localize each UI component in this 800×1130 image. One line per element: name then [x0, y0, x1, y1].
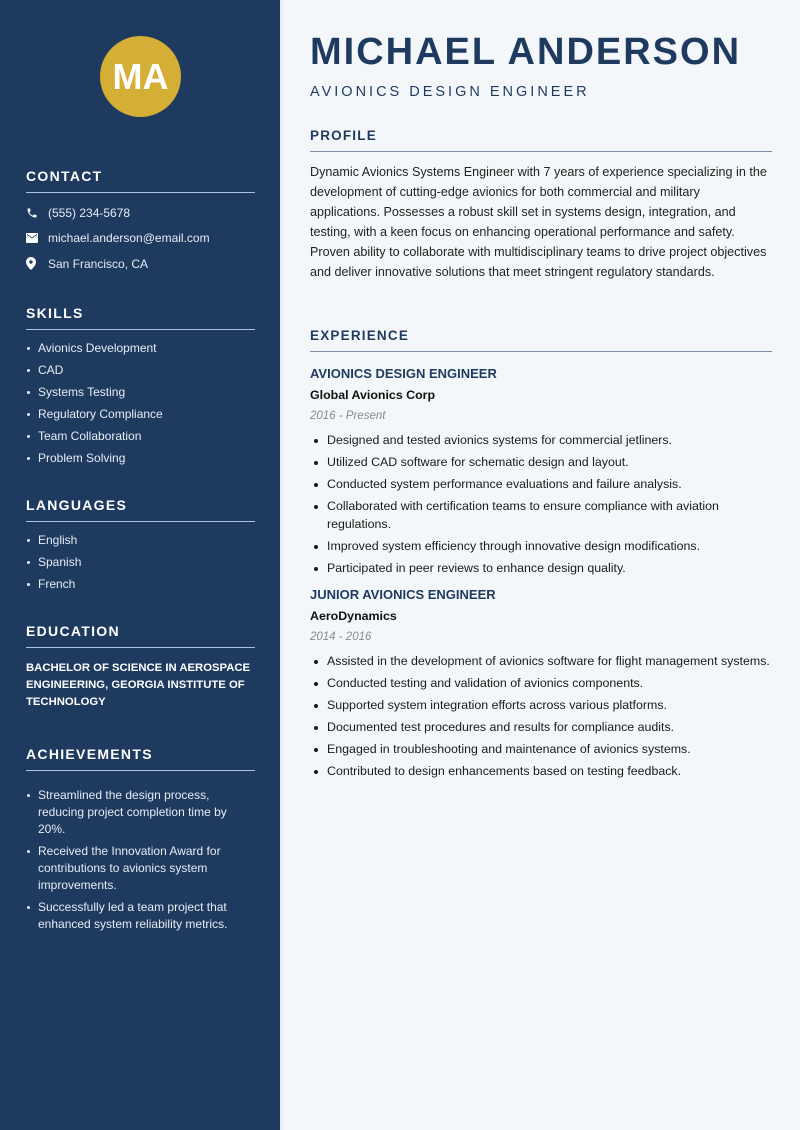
job-dates: 2016 - Present — [310, 410, 386, 422]
contact-title: CONTACT — [26, 168, 255, 193]
contact-location — [26, 251, 255, 277]
achievement-item: Streamlined the design process, reducing project completion time by 20%. — [26, 787, 255, 838]
phone-icon — [26, 207, 48, 219]
education-degree: BACHELOR OF SCIENCE IN AEROSPACE ENGINEERING, GEORGIA INSTITUTE OF TECHNOLOGY — [26, 662, 251, 708]
job-bullet: Conducted system performance evaluations and failure analysis. — [310, 476, 772, 494]
job-bullet: Supported system integration efforts across various platforms. — [310, 697, 772, 715]
contact-email — [26, 226, 255, 252]
achievements-section — [26, 746, 255, 938]
profile-title: PROFILE — [310, 128, 772, 152]
company-name: Global Avionics Corp — [310, 388, 436, 402]
skill-item: Team Collaboration — [26, 428, 255, 445]
job-bullet: Participated in peer reviews to enhance design quality. — [310, 560, 772, 578]
phone-text: (555) 234-5678 — [48, 205, 131, 220]
education-title: EDUCATION — [26, 623, 255, 648]
job-bullet: Designed and tested avionics systems for commercial jetliners. — [310, 432, 772, 450]
job-title: AVIONICS DESIGN ENGINEER — [310, 366, 497, 381]
job-title: JUNIOR AVIONICS ENGINEER — [310, 587, 496, 602]
skill-item: Avionics Development — [26, 340, 255, 357]
language-item: Spanish — [26, 554, 255, 571]
skill-item: CAD — [26, 362, 255, 379]
email-icon — [26, 233, 48, 243]
job-entry — [310, 365, 772, 577]
sidebar — [0, 0, 280, 1130]
achievement-item: Successfully led a team project that enhanced system reliability metrics. — [26, 899, 255, 933]
job-entry — [310, 586, 772, 781]
job-bullet: Documented test procedures and results for compliance audits. — [310, 719, 772, 737]
contact-phone — [26, 200, 255, 226]
skills-section — [26, 305, 255, 472]
skill-item: Regulatory Compliance — [26, 406, 255, 423]
languages-title: LANGUAGES — [26, 497, 255, 522]
language-item: French — [26, 576, 255, 593]
profile-section — [310, 128, 772, 283]
profile-text: Dynamic Avionics Systems Engineer with 7 years of experience specializing in the development of cutting-edge avionics for both commercial and military applications. Possesses a robust skill set in systems design, integration, and testing, with a keen focus on enhancing operational performance and safety. Proven ability to collaborate with multidisciplinary teams to drive project objectives and deliver innovative solutions that meet stringent regulatory standards. — [310, 165, 767, 280]
skills-title: SKILLS — [26, 305, 255, 330]
column-divider — [280, 0, 283, 1130]
job-dates: 2014 - 2016 — [310, 631, 372, 643]
job-bullet: Contributed to design enhancements based on testing feedback. — [310, 763, 772, 781]
achievements-title: ACHIEVEMENTS — [26, 746, 255, 771]
experience-title: EXPERIENCE — [310, 328, 772, 352]
job-bullet: Collaborated with certification teams to ensure compliance with aviation regulations. — [310, 498, 772, 533]
language-item: English — [26, 532, 255, 549]
job-bullet: Improved system efficiency through innovative design modifications. — [310, 538, 772, 556]
education-section — [26, 623, 255, 711]
email-text: michael.anderson@email.com — [48, 231, 210, 246]
languages-section — [26, 497, 255, 598]
job-bullet: Conducted testing and validation of avionics components. — [310, 675, 772, 693]
location-pin-icon — [26, 257, 48, 270]
candidate-role: AVIONICS DESIGN ENGINEER — [310, 84, 590, 100]
location-text: San Francisco, CA — [48, 256, 149, 271]
avatar-initials: MA — [112, 55, 169, 97]
candidate-name: MICHAEL ANDERSON — [310, 31, 742, 73]
experience-section — [310, 328, 772, 785]
achievement-item: Received the Innovation Award for contributions to avionics system improvements. — [26, 843, 255, 894]
company-name: AeroDynamics — [310, 609, 397, 623]
avatar — [100, 36, 181, 117]
skill-item: Systems Testing — [26, 384, 255, 401]
job-bullet: Assisted in the development of avionics software for flight management systems. — [310, 653, 772, 671]
job-bullet: Engaged in troubleshooting and maintenance of avionics systems. — [310, 741, 772, 759]
skill-item: Problem Solving — [26, 450, 255, 467]
contact-section — [26, 168, 255, 277]
job-bullet: Utilized CAD software for schematic design and layout. — [310, 454, 772, 472]
